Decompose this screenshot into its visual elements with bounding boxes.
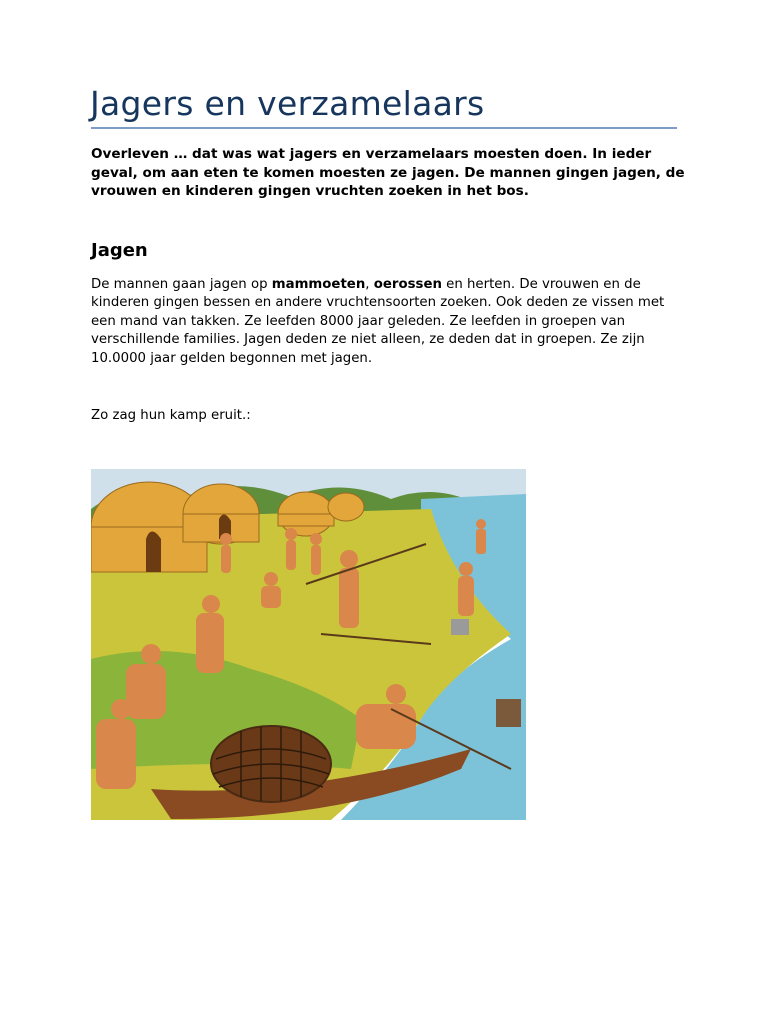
image-caption: Zo zag hun kamp eruit.: — [91, 408, 251, 423]
camp-illustration-drawing — [91, 469, 526, 820]
camp-illustration — [91, 469, 526, 820]
bold-term: mammoeten — [271, 277, 366, 292]
section-heading: Jagen — [91, 240, 148, 261]
page-title: Jagers en verzamelaars — [90, 84, 485, 123]
bold-term: oerossen — [373, 277, 442, 292]
paragraph-text: , — [365, 277, 374, 292]
paragraph-text: De mannen gaan jagen op — [91, 277, 272, 292]
title-underline — [91, 127, 677, 129]
paragraph-text: en herten. De vrouwen en de kinderen gingen bessen en andere vruchtensoorten zoeken. Ook deden ze vissen met een mand van takken. Ze leefden 8000 jaar geleden. Ze leefden in groepen van verschillende families. Jagen deden ze niet alleen, ze deden dat in groepen. Ze zijn 10.0000 jaar gelden begonnen met jagen. — [91, 277, 665, 366]
intro-paragraph: Overleven … dat was wat jagers en verzamelaars moesten doen. In ieder geval, om aan eten te komen moesten ze jagen. De mannen gingen jagen, de vrouwen en kinderen gingen vruchten zoeken in het bos. — [91, 146, 685, 199]
section-paragraph — [91, 276, 681, 368]
